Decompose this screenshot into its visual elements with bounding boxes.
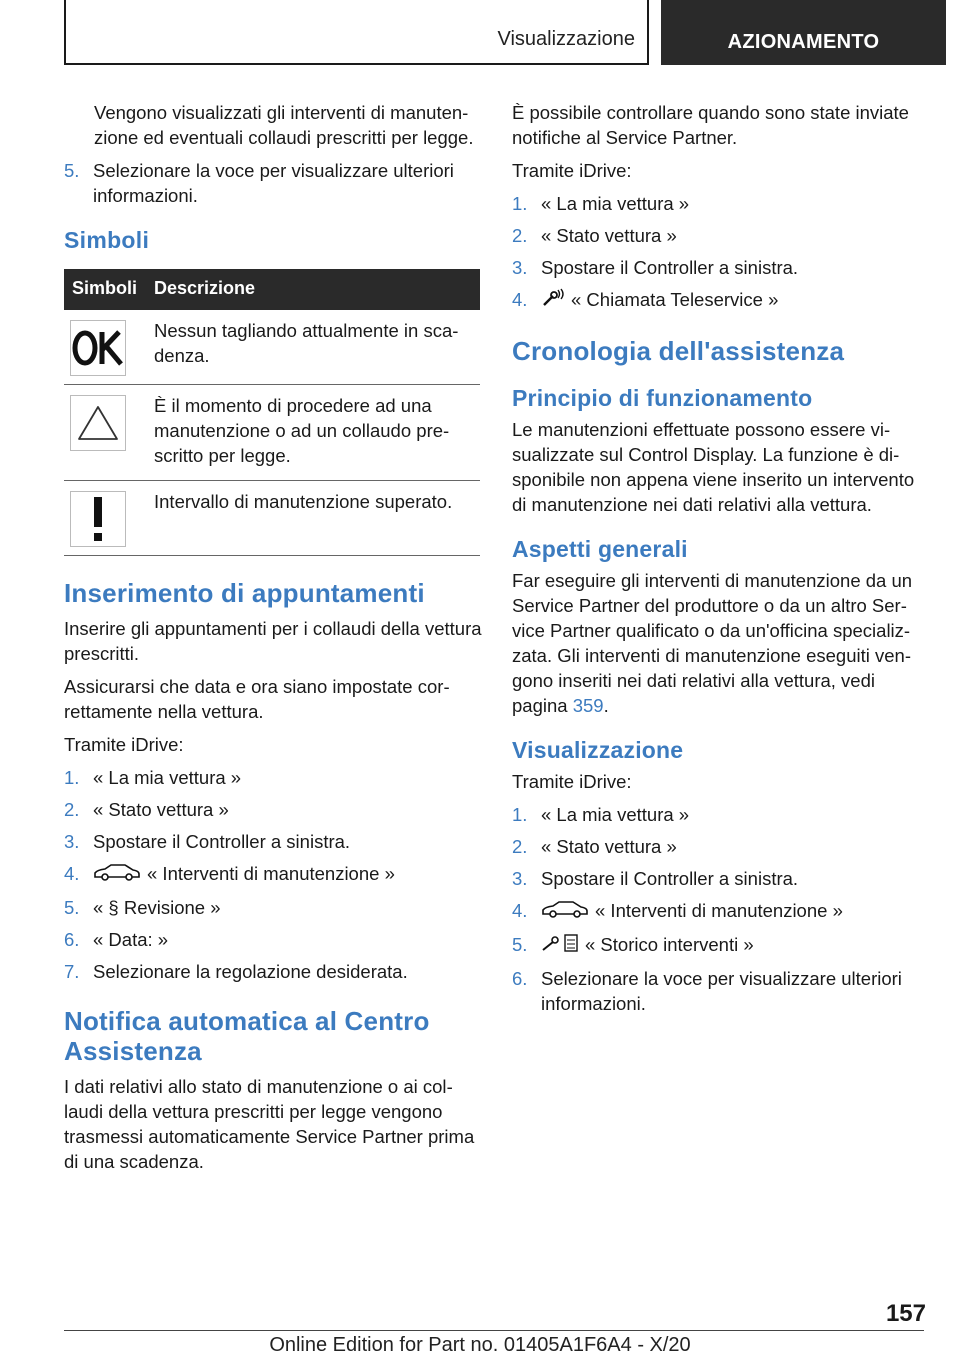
table-row — [64, 481, 480, 556]
list-item — [512, 866, 930, 891]
step-text: « Stato vettura » — [541, 225, 677, 246]
step-text: Selezionare la voce per visualizzare ulteriori informazioni. — [93, 160, 454, 206]
list-item — [512, 932, 930, 959]
car-icon — [93, 863, 141, 888]
symbols-table — [64, 269, 480, 556]
step-text: Selezionare la voce per visualizzare ulteriori informazioni. — [541, 967, 902, 1014]
intro-text: Vengono visualizzati gli interventi di manutenzione ed eventuali collaudi prescritti per legge. — [94, 102, 474, 148]
step-text: « Chiamata Teleservice » — [571, 289, 779, 310]
right-p1: È possibile controllare quando sono state inviate notifiche al Service Partner. — [512, 102, 909, 148]
list-item — [512, 287, 930, 314]
list-item — [512, 255, 930, 280]
notifica-heading: Notifica automatica al Centro Assistenza — [64, 1005, 430, 1066]
list-item — [64, 895, 482, 920]
step-number: 3. — [512, 257, 528, 278]
list-item — [64, 765, 482, 790]
appuntamenti-heading: Inserimento di appuntamenti — [64, 578, 425, 608]
service-history-icon — [541, 933, 579, 959]
page-number: 157 — [885, 1300, 926, 1327]
appuntamenti-p3: Tramite iDrive: — [64, 734, 184, 755]
appuntamenti-steps — [64, 765, 482, 984]
step-text: « Interventi di manutenzione » — [147, 863, 395, 884]
list-item — [512, 966, 930, 1016]
step-number: 4. — [64, 863, 80, 884]
wrench-signal-icon — [541, 288, 565, 314]
notifica-p1: I dati relativi allo stato di manutenzione o ai collaudi della vettura prescritti per legge vengono trasmessi automaticamente Service Partner prima di una scadenza. — [64, 1075, 475, 1172]
appuntamenti-p2: Assicurarsi che data e ora siano impostate correttamente nella vettura. — [64, 676, 450, 722]
table-cell-description: Nessun tagliando attualmente in scadenza. — [146, 310, 480, 385]
principio-text: Le manutenzioni effettuate possono essere visualizzate sul Control Display. La funzione è disponibile non appena viene inserito un intervento di manutenzione nei dati relativi alla vettura. — [512, 419, 915, 516]
step-number: 1. — [512, 193, 528, 214]
step-text: Spostare il Controller a sinistra. — [541, 868, 799, 890]
step-number: 1. — [512, 804, 528, 826]
step-number: 4. — [512, 289, 528, 310]
appuntamenti-p1: Inserire gli appuntamenti per i collaudi della vettura prescritti. — [64, 618, 482, 664]
page-header — [0, 0, 960, 66]
table-row — [64, 385, 480, 481]
step-text: « Interventi di manutenzione » — [595, 900, 843, 922]
step-text: « La mia vettura » — [93, 767, 242, 788]
list-item — [512, 898, 930, 925]
footer-edition: Online Edition for Part no. 01405A1F6A4 - X/20 — [269, 1334, 691, 1356]
table-header-description: Descrizione — [146, 269, 480, 310]
step-number: 2. — [64, 799, 80, 820]
step-text: « § Revisione » — [93, 896, 221, 918]
ok-icon — [70, 320, 126, 376]
table-cell-icon — [64, 310, 146, 385]
step-number: 4. — [512, 900, 528, 922]
step-text: « La mia vettura » — [541, 804, 690, 826]
warning-triangle-icon — [70, 395, 126, 451]
step-text: Selezionare la regolazione desiderata. — [93, 960, 408, 982]
teleservice-steps — [512, 191, 930, 314]
principio-heading: Principio di funzionamento — [512, 385, 813, 412]
step-number: 3. — [64, 831, 80, 852]
left-column — [64, 100, 482, 1182]
list-item — [64, 959, 482, 984]
aspetti-text — [512, 568, 930, 718]
list-item — [512, 191, 930, 216]
list-item — [64, 927, 482, 952]
step-number: 7. — [64, 960, 80, 982]
list-item — [64, 861, 482, 888]
step-number: 2. — [512, 225, 528, 246]
step-number: 6. — [512, 967, 528, 989]
list-item — [64, 829, 482, 854]
car-icon — [541, 900, 589, 925]
step-number: 1. — [64, 767, 80, 788]
step-text: « Stato vettura » — [93, 799, 229, 820]
list-item — [512, 834, 930, 859]
step-number: 2. — [512, 836, 528, 858]
cronologia-heading: Cronologia dell'assistenza — [512, 336, 845, 367]
step-text: « La mia vettura » — [541, 193, 690, 214]
table-cell-icon — [64, 481, 146, 556]
table-row — [64, 310, 480, 385]
header-section-box — [64, 0, 649, 65]
aspetti-heading: Aspetti generali — [512, 536, 688, 563]
step-text: « Stato vettura » — [541, 836, 677, 858]
header-chapter-tab: AZIONAMENTO — [661, 0, 946, 65]
intro-steps — [64, 158, 482, 208]
step-text: Spostare il Controller a sinistra. — [93, 831, 351, 852]
table-cell-description: È il momento di procedere ad una manutenzione o ad un collaudo prescritto per legge. — [146, 385, 480, 481]
table-cell-icon — [64, 385, 146, 481]
header-section-title: Visualizzazione — [497, 28, 635, 50]
footer-divider — [64, 1330, 924, 1331]
list-item — [64, 158, 482, 208]
step-text: « Data: » — [93, 928, 169, 950]
step-number: 5. — [64, 160, 80, 181]
aspetti-end: . — [603, 695, 609, 717]
exclamation-icon — [70, 491, 126, 547]
step-number: 5. — [64, 896, 80, 918]
aspetti-body: Far eseguire gli interventi di manutenzione da un Service Partner del produttore o da un altro Service Partner qualificato o da un'officina specializzata. Gli interventi di manutenzione eseguiti vengono inseriti nei dati relativi alla vettura, vedi pagina — [512, 570, 913, 717]
list-item — [512, 223, 930, 248]
right-p2: Tramite iDrive: — [512, 160, 632, 181]
table-cell-description: Intervallo di manutenzione superato. — [146, 481, 480, 556]
list-item — [64, 797, 482, 822]
step-number: 3. — [512, 868, 528, 890]
table-header-symbols: Simboli — [64, 269, 146, 310]
step-text: « Storico interventi » — [585, 933, 754, 955]
simboli-heading: Simboli — [64, 227, 150, 253]
visualizzazione-p: Tramite iDrive: — [512, 771, 632, 793]
step-number: 5. — [512, 933, 528, 955]
table-header-row — [64, 269, 480, 310]
step-number: 6. — [64, 928, 80, 950]
right-column — [512, 100, 930, 1026]
visualizzazione-heading: Visualizzazione — [512, 737, 684, 764]
page-link[interactable]: 359 — [572, 695, 604, 717]
storico-steps — [512, 802, 930, 1016]
step-text: Spostare il Controller a sinistra. — [541, 257, 799, 278]
list-item — [512, 802, 930, 827]
